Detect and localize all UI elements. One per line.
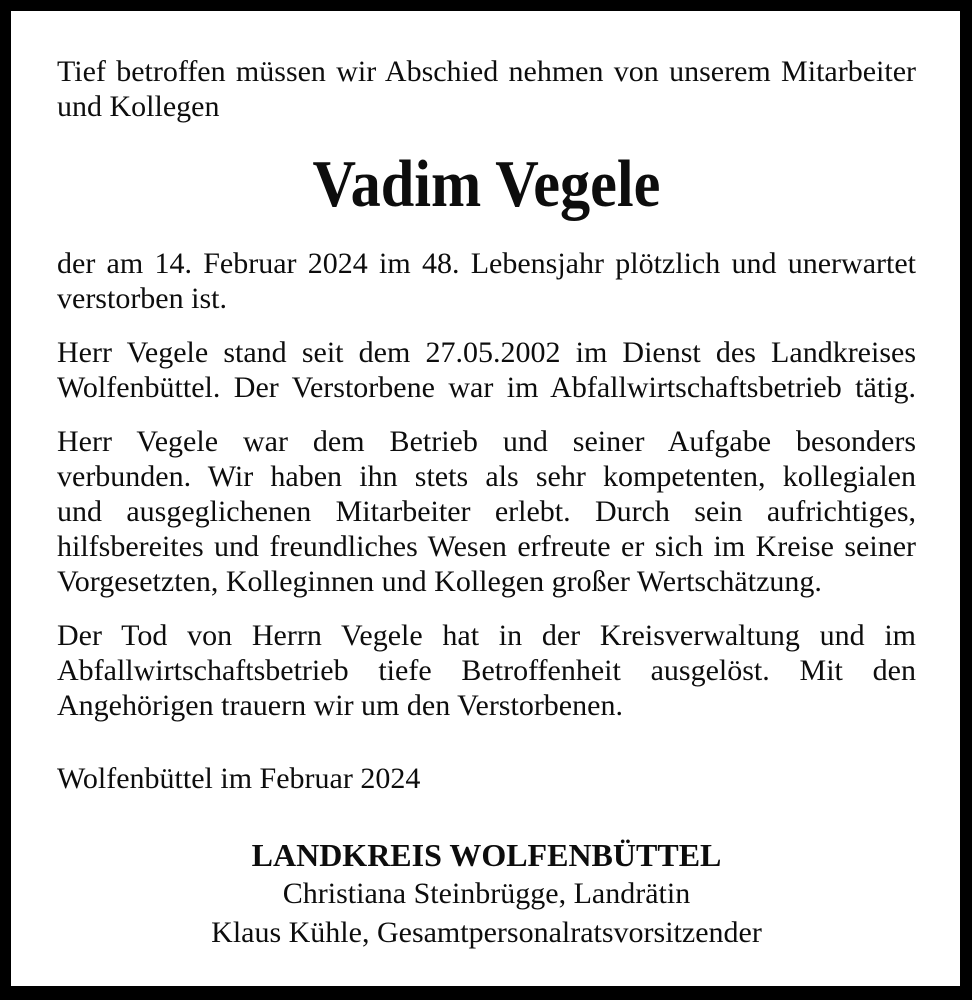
paragraph bbox=[57, 618, 916, 723]
text-line: Wolfenbüttel. Der Verstorbene war im Abfallwirtschaftsbetrieb tätig. bbox=[57, 371, 916, 404]
text-line: Abfallwirtschaftsbetrieb tiefe Betroffenheit ausgelöst. Mit den bbox=[57, 654, 916, 687]
signatory-line: Klaus Kühle, Gesamtpersonalratsvorsitzender bbox=[211, 916, 762, 949]
signature-block bbox=[57, 836, 916, 952]
text-line: verbunden. Wir haben ihn stets als sehr kompetenten, kollegialen bbox=[57, 460, 916, 493]
intro-text bbox=[57, 54, 916, 124]
text-line: Tief betroffen müssen wir Abschied nehmen von unserem Mitarbeiter bbox=[57, 55, 916, 88]
dateline: Wolfenbüttel im Februar 2024 bbox=[57, 762, 421, 795]
signatory-line: Christiana Steinbrügge, Landrätin bbox=[282, 877, 691, 910]
text-line: und Kollegen bbox=[57, 90, 220, 123]
paragraph bbox=[57, 246, 916, 316]
text-line: hilfsbereites und freundliches Wesen erfreute er sich im Kreise seiner bbox=[57, 530, 916, 563]
paragraph bbox=[57, 335, 916, 405]
deceased-name: Vadim Vegele bbox=[312, 147, 661, 221]
text-line: Angehörigen trauern wir um den Verstorbenen. bbox=[57, 689, 623, 722]
text-line: Vorgesetzten, Kolleginnen und Kollegen großer Wertschätzung. bbox=[57, 565, 822, 598]
text-line: Herr Vegele war dem Betrieb und seiner Aufgabe besonders bbox=[57, 425, 916, 458]
body-paragraphs bbox=[57, 246, 916, 723]
obituary-page bbox=[11, 11, 960, 986]
text-line: Der Tod von Herrn Vegele hat in der Kreisverwaltung und im bbox=[57, 619, 916, 652]
text-line: verstorben ist. bbox=[57, 282, 227, 315]
signatory-list bbox=[57, 874, 916, 952]
organization-name: LANDKREIS WOLFENBÜTTEL bbox=[251, 837, 722, 873]
text-line: der am 14. Februar 2024 im 48. Lebensjahr plötzlich und unerwartet bbox=[57, 247, 916, 280]
text-line: und ausgeglichenen Mitarbeiter erlebt. Durch sein aufrichtiges, bbox=[57, 495, 916, 528]
paragraph bbox=[57, 424, 916, 599]
text-line: Herr Vegele stand seit dem 27.05.2002 im Dienst des Landkreises bbox=[57, 336, 916, 369]
